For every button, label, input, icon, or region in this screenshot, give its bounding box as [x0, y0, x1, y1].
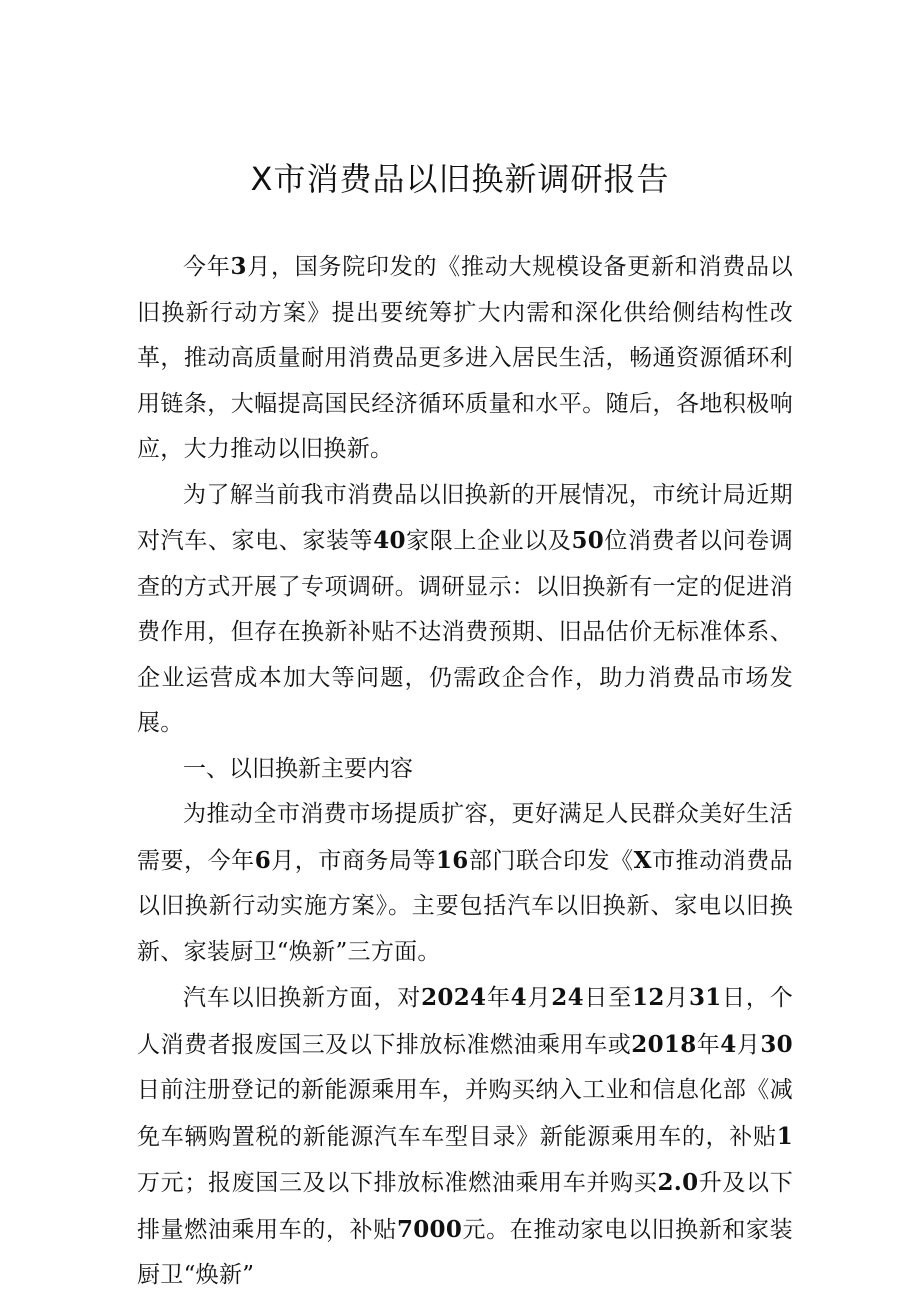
- section-heading: [137, 747, 793, 793]
- numeric-text: 16: [436, 846, 469, 874]
- text-run: 汽车以旧换新方面，对: [183, 985, 422, 1011]
- text-run: 年: [696, 1031, 721, 1058]
- text-run: 为推动全市消费市场提质扩容，更好满足人民群众美好生活需要，今年: [137, 801, 793, 874]
- text-run: 月，市商务局等: [271, 847, 436, 874]
- body-paragraph: [137, 473, 793, 747]
- body-paragraph: [137, 792, 793, 975]
- numeric-text: 2.0: [657, 1169, 699, 1196]
- numeric-text: 31: [688, 984, 722, 1011]
- text-run: 位消费者以问卷调查的方式开展了专项调研。调研显示：以旧换新有一定的促进消费作用，但存在换新补贴不达消费预期、旧品估价无标准体系、企业运营成本加大等问题，仍需政企合作，助力消费品市场发展。: [137, 528, 794, 736]
- numeric-text: 2018: [631, 1030, 697, 1058]
- numeric-text: 50: [571, 527, 605, 554]
- numeric-text: 12: [632, 984, 665, 1011]
- numeric-text: 6: [254, 846, 271, 874]
- text-run: 家限上企业以及: [405, 528, 572, 554]
- text-run: 部门联合印发《: [468, 847, 634, 874]
- body-paragraph: [137, 975, 793, 1299]
- body-paragraph: [137, 244, 793, 473]
- text-run: 月: [526, 985, 552, 1011]
- text-run: 月: [664, 985, 689, 1011]
- numeric-text: 3: [230, 253, 247, 280]
- numeric-text: 4: [720, 1030, 737, 1058]
- numeric-text: 30: [760, 1030, 793, 1058]
- numeric-text: 4: [510, 984, 527, 1011]
- text-run: 今年: [183, 254, 231, 280]
- numeric-text: 1: [776, 1122, 793, 1150]
- document-title: X市消费品以旧换新调研报告: [250, 160, 670, 198]
- text-run: 日前注册登记的新能源乘用车，并购买纳入工业和信息化部《减免车辆购置税的新能源汽车车型目录》新能源乘用车的，补贴: [137, 1077, 793, 1150]
- text-run: 元。在推动家电以旧换新和家装厨卫“焕新”: [137, 1216, 793, 1288]
- text-run: 一、以旧换新主要内容: [183, 755, 413, 782]
- text-run: 日，个人消费者报废国三及以下排放标准燃油乘用车或: [137, 985, 794, 1058]
- numeric-text: 7000: [396, 1215, 463, 1243]
- document-body: [137, 244, 793, 1299]
- text-run: 为了解当前我市消费品以旧换新的开展情况，市统计局近期对汽车、家电、家装等: [137, 481, 793, 554]
- text-run: 月: [736, 1031, 761, 1058]
- numeric-text: X: [633, 846, 652, 874]
- numeric-text: 24: [551, 984, 584, 1011]
- text-run: 市推动消费品以旧换新行动实施方案》。主要包括汽车以旧换新、家电以旧换新、家装厨卫“焕新”三方面。: [137, 847, 793, 965]
- text-run: 月，国务院印发的《推动大规模设备更新和消费品以旧换新行动方案》提出要统筹扩大内需和深化供给侧结构性改革，推动高质量耐用消费品更多进入居民生活，畅通资源循环利用链条，大幅提高国民经济循环质量和水平。随后，各地积极响应，大力推动以旧换新。: [137, 254, 793, 462]
- numeric-text: 40: [373, 527, 406, 554]
- text-run: 年: [486, 985, 511, 1011]
- text-run: 日至: [583, 985, 633, 1011]
- text-run: 升及以下排量燃油乘用车的，补贴: [137, 1170, 794, 1243]
- numeric-text: 2024: [421, 984, 487, 1011]
- text-run: 万元；报废国三及以下排放标准燃油乘用车并购买: [137, 1170, 658, 1196]
